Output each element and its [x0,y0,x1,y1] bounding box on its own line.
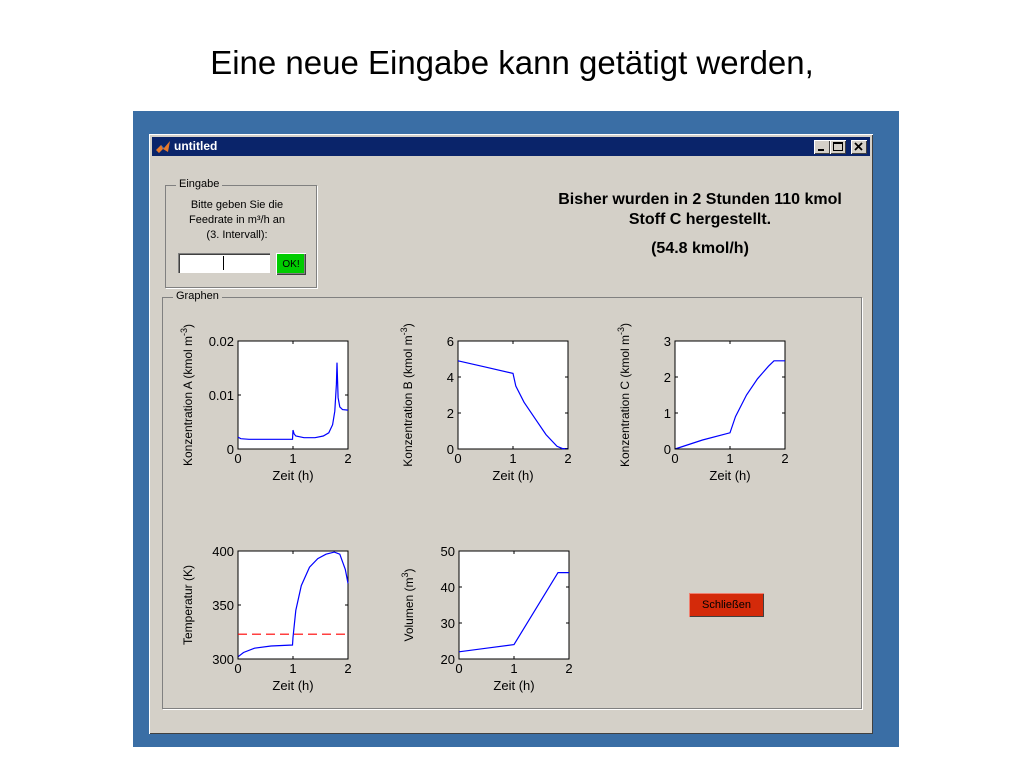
y-tick-label: 0 [663,442,671,457]
y-axis-label: Konzentration B (kmol $m^{-3}$) [399,323,415,467]
close-button[interactable]: Schließen [689,593,764,617]
y-tick-label: 40 [440,580,455,595]
matlab-icon [155,139,171,155]
feedrate-input[interactable] [178,253,270,273]
y-tick-label: 30 [440,616,455,631]
x-tick-label: 0 [455,661,463,676]
input-group-label: Eingabe [176,178,222,190]
x-axis-label: Zeit (h) [272,678,314,693]
y-tick-label: 50 [440,544,455,559]
x-tick-label: 1 [510,661,518,676]
y-tick-label: 3 [663,334,671,349]
y-tick-label: 350 [212,598,234,613]
x-tick-label: 0 [234,451,242,466]
y-tick-label: 300 [212,652,234,667]
feedrate-instruction: Bitte geben Sie die Feedrate in m³/h an (3. Intervall): [189,199,285,241]
x-tick-label: 2 [781,451,789,466]
y-axis-label: Konzentration A (kmol $m^{-3}$) [179,323,195,467]
minimize-button[interactable] [814,140,830,154]
maximize-button[interactable] [830,140,846,154]
plot-temperature [183,527,363,707]
y-tick-label: 0.01 [208,388,234,403]
plot-area [459,551,569,659]
slide-title: Eine neue Eingabe kann getätigt werden, [210,44,814,81]
x-tick-label: 1 [509,451,517,466]
y-tick-label: 20 [440,652,455,667]
matlab-figure-window [149,134,873,734]
y-tick-label: 2 [663,370,671,385]
x-axis-label: Zeit (h) [709,468,751,483]
input-group [165,178,317,288]
plot-concentration-c [616,317,800,497]
x-tick-label: 1 [289,661,297,676]
x-tick-label: 2 [564,451,572,466]
production-status: Bisher wurden in 2 Stunden 110 kmol Stoff C hergestellt. [558,191,842,228]
maximize-icon [830,140,846,154]
window-titlebar[interactable] [152,137,870,156]
y-tick-label: 6 [446,334,454,349]
x-tick-label: 2 [344,451,352,466]
plot-concentration-a [179,317,363,497]
y-axis-label: Volumen $(m^3)$ [400,568,416,642]
x-axis-label: Zeit (h) [493,678,535,693]
plot-volume [400,527,584,707]
x-tick-label: 2 [344,661,352,676]
x-axis-label: Zeit (h) [492,468,534,483]
x-tick-label: 0 [454,451,462,466]
text-cursor [223,256,224,270]
ok-button[interactable]: OK! [276,253,306,275]
y-tick-label: 400 [212,544,234,559]
y-axis-label: Temperatur (K) [181,564,195,646]
plot-concentration-b [399,317,583,497]
y-tick-label: 1 [663,406,671,421]
y-axis-label: Konzentration C (kmol $m^{-3}$) [616,322,632,468]
y-tick-label: 0.02 [208,334,234,349]
x-tick-label: 1 [289,451,297,466]
x-tick-label: 0 [671,451,679,466]
x-tick-label: 0 [234,661,242,676]
y-tick-label: 2 [446,406,454,421]
plot-area [458,341,568,449]
x-tick-label: 2 [565,661,573,676]
graphs-group-label: Graphen [173,290,222,302]
close-window-button[interactable] [851,140,867,154]
x-axis-label: Zeit (h) [272,468,314,483]
y-tick-label: 4 [446,370,454,385]
y-tick-label: 0 [226,442,234,457]
minimize-icon [814,140,830,154]
x-tick-label: 1 [726,451,734,466]
figure-client-area [152,157,870,731]
y-tick-label: 0 [446,442,454,457]
production-rate: (54.8 kmol/h) [651,240,749,257]
window-title: untitled [174,139,218,153]
close-icon [851,140,867,154]
